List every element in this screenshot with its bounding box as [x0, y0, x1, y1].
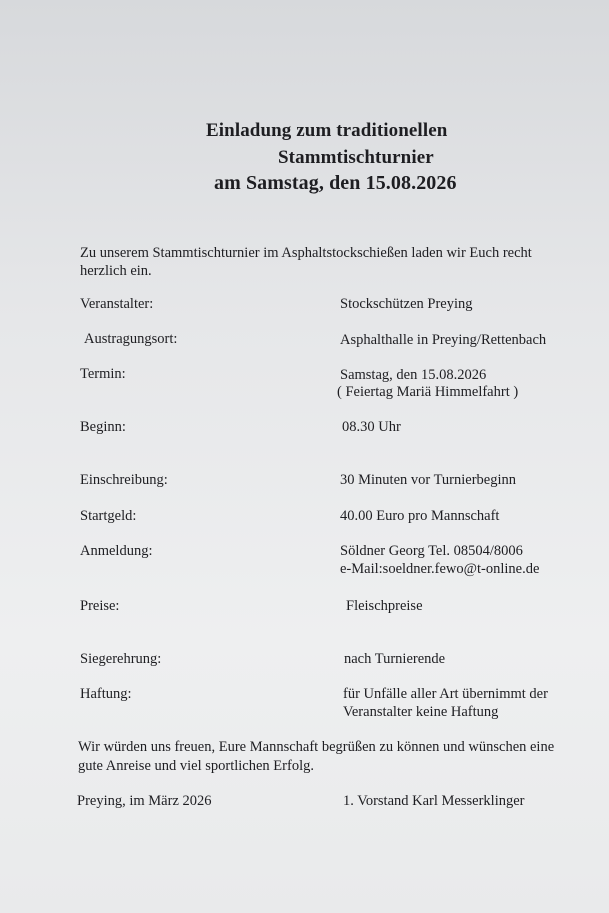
label-einschreibung: Einschreibung: — [80, 472, 168, 488]
value-haftung-line-2: Veranstalter keine Haftung — [343, 704, 499, 720]
title-line-1: Einladung zum traditionellen — [206, 120, 448, 141]
title-line-3: am Samstag, den 15.08.2026 — [214, 172, 457, 194]
label-austragungsort: Austragungsort: — [84, 331, 178, 347]
label-anmeldung: Anmeldung: — [80, 543, 153, 559]
label-beginn: Beginn: — [80, 419, 126, 435]
label-termin: Termin: — [80, 366, 126, 382]
value-termin-line-2: ( Feiertag Mariä Himmelfahrt ) — [337, 384, 519, 400]
label-startgeld: Startgeld: — [80, 508, 137, 524]
label-siegerehrung: Siegerehrung: — [80, 651, 162, 667]
title-line-2: Stammtischturnier — [278, 147, 434, 168]
value-beginn: 08.30 Uhr — [342, 419, 401, 435]
label-haftung: Haftung: — [80, 686, 132, 702]
value-haftung-line-1: für Unfälle aller Art übernimmt der — [343, 686, 548, 702]
value-anmeldung-line-2: e-Mail:soeldner.fewo@t-online.de — [340, 561, 540, 577]
label-preise: Preise: — [80, 598, 120, 614]
value-startgeld: 40.00 Euro pro Mannschaft — [340, 508, 500, 524]
value-preise: Fleischpreise — [346, 598, 423, 614]
value-termin-line-1: Samstag, den 15.08.2026 — [340, 367, 487, 383]
value-veranstalter: Stockschützen Preying — [340, 296, 473, 312]
value-austragungsort: Asphalthalle in Preying/Rettenbach — [340, 332, 547, 348]
intro-paragraph: Zu unserem Stammtischturnier im Asphaltstockschießen laden wir Euch recht herzlich ein. — [80, 245, 532, 279]
value-anmeldung-line-1: Söldner Georg Tel. 08504/8006 — [340, 543, 523, 559]
signer-name: 1. Vorstand Karl Messerklinger — [343, 793, 525, 809]
closing-paragraph: Wir würden uns freuen, Eure Mannschaft begrüßen zu können und wünschen eine gute Anreise und viel sportlichen Erfolg. — [78, 739, 555, 774]
label-veranstalter: Veranstalter: — [80, 296, 154, 312]
place-date: Preying, im März 2026 — [77, 793, 212, 809]
value-einschreibung: 30 Minuten vor Turnierbeginn — [340, 472, 517, 488]
value-siegerehrung: nach Turnierende — [344, 651, 446, 667]
